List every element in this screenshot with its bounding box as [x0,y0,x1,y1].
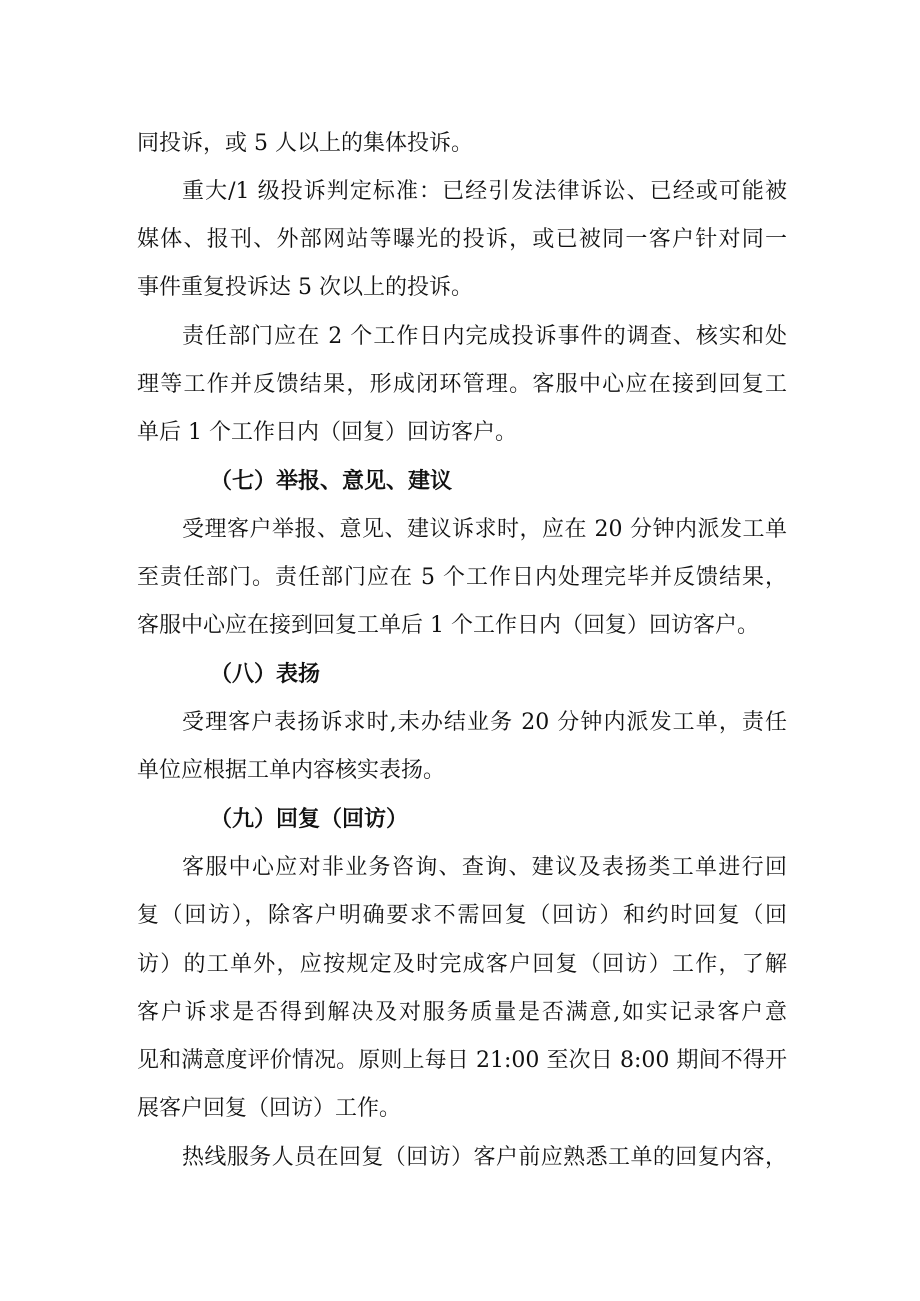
section-heading-7: （七）举报、意见、建议 [210,469,453,494]
text-line: 复（回访），除客户明确要求不需回复（回访）和约时回复（回 [137,903,787,928]
text-line: 受理客户表扬诉求时,未办结业务 20 分钟内派发工单，责任 [182,710,787,735]
text-line: 访）的工单外，应按规定及时完成客户回复（回访）工作，了解 [137,952,787,977]
text-line: 重大/1 级投诉判定标准：已经引发法律诉讼、已经或可能被 [182,179,787,204]
text-line: 单位应根据工单内容核实表扬。 [137,758,446,783]
text-line: 受理客户举报、意见、建议诉求时，应在 20 分钟内派发工单 [182,517,787,542]
text-line: 热线服务人员在回复（回访）客户前应熟悉工单的回复内容， [182,1145,787,1170]
text-line: 媒体、报刊、外部网站等曝光的投诉，或已被同一客户针对同一 [137,227,787,252]
text-line: 客服中心应在接到回复工单后 1 个工作日内（回复）回访客户。 [137,613,759,638]
text-line: 展客户回复（回访）工作。 [137,1096,402,1121]
text-line: 事件重复投诉达 5 次以上的投诉。 [137,275,473,300]
text-line: 见和满意度评价情况。原则上每日 21:00 至次日 8:00 期间不得开 [137,1048,787,1073]
text-line: 同投诉，或 5 人以上的集体投诉。 [137,131,473,156]
text-line: 理等工作并反馈结果，形成闭环管理。客服中心应在接到回复工 [137,372,787,397]
text-line: 责任部门应在 2 个工作日内完成投诉事件的调查、核实和处 [182,324,787,349]
text-line: 至责任部门。责任部门应在 5 个工作日内处理完毕并反馈结果， [137,565,787,590]
text-line: 单后 1 个工作日内（回复）回访客户。 [137,420,517,445]
section-heading-9: （九）回复（回访） [210,807,409,832]
section-heading-8: （八）表扬 [210,662,321,687]
text-line: 客服中心应对非业务咨询、查询、建议及表扬类工单进行回 [182,855,787,880]
text-line: 客户诉求是否得到解决及对服务质量是否满意,如实记录客户意 [137,1000,787,1025]
